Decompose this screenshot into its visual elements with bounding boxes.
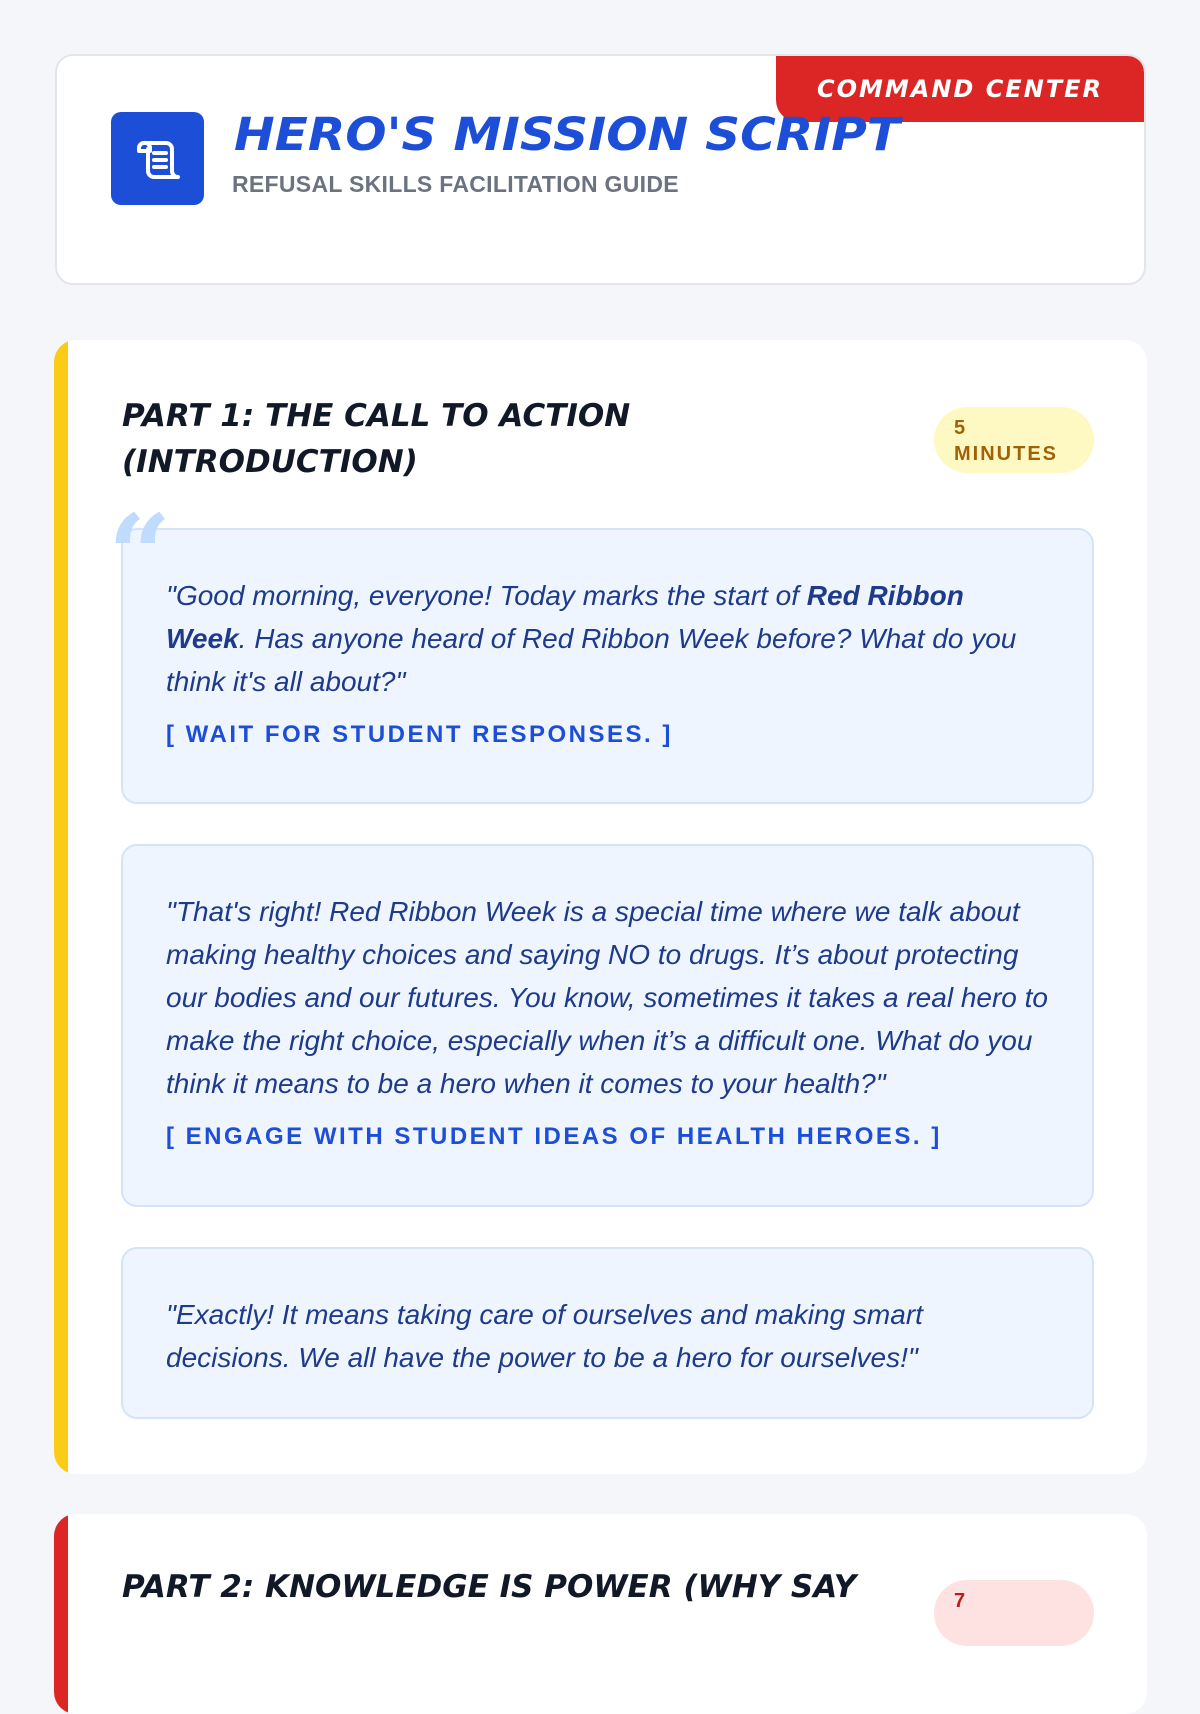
stage-direction: [ ENGAGE WITH STUDENT IDEAS OF HEALTH HEROES. ] — [166, 1123, 942, 1150]
script-box — [121, 844, 1094, 1207]
quote-icon: “ — [108, 490, 172, 619]
time-badge: 5 MINUTES — [934, 407, 1094, 473]
script-text: "Good morning, everyone! Today marks the start of Red Ribbon Week. Has anyone heard of Red Ribbon Week before? What do you think it's all about?" — [166, 580, 1017, 697]
time-badge: 7 — [934, 1580, 1094, 1646]
page-subtitle: REFUSAL SKILLS FACILITATION GUIDE — [232, 171, 679, 197]
section-accent-bar — [54, 340, 68, 1474]
scroll-icon — [111, 112, 204, 205]
scroll-icon-glyph — [132, 133, 184, 185]
command-center-badge: COMMAND CENTER — [776, 56, 1144, 122]
section-part-1 — [54, 340, 1147, 1474]
page-title: HERO'S MISSION SCRIPT — [234, 108, 901, 161]
stage-direction: [ WAIT FOR STUDENT RESPONSES. ] — [166, 721, 673, 748]
section-title: PART 2: KNOWLEDGE IS POWER (WHY SAY — [122, 1569, 857, 1605]
script-box — [121, 1247, 1094, 1419]
emphasis-text: Red Ribbon Week — [166, 580, 964, 654]
section-title: PART 1: THE CALL TO ACTION (INTRODUCTION) — [122, 398, 631, 480]
section-accent-bar — [54, 1514, 68, 1714]
header-card — [55, 54, 1146, 285]
script-text: "Exactly! It means taking care of ourselves and making smart decisions. We all have the power to be a hero for ourselves!" — [166, 1299, 923, 1373]
section-part-2 — [54, 1514, 1147, 1714]
script-text: "That's right! Red Ribbon Week is a special time where we talk about making healthy choices and saying NO to drugs. It’s about protecting our bodies and our futures. You know, sometimes it takes a real hero to make the right choice, especially when it’s a difficult one. What do you think it means to be a hero when it comes to your health?" — [166, 896, 1048, 1099]
script-box — [121, 528, 1094, 804]
